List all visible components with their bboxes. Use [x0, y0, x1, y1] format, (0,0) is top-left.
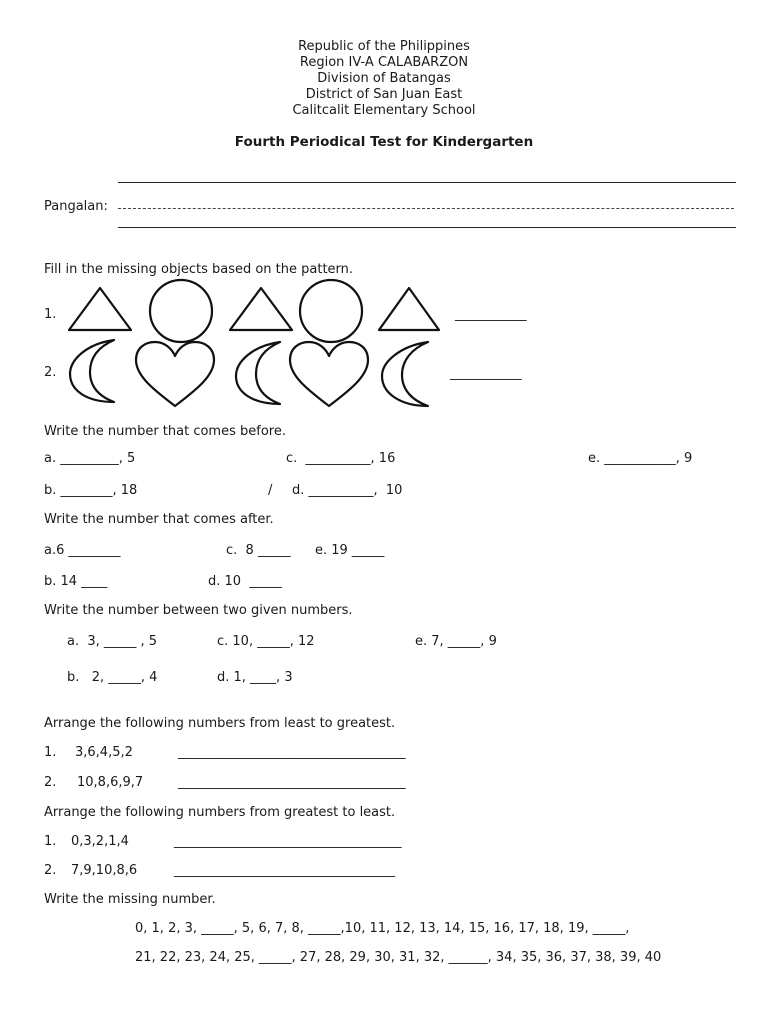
- missing-number-row-2[interactable]: 21, 22, 23, 24, 25, _____, 27, 28, 29, 30, 31, 32, ______, 34, 35, 36, 37, 38, 39, 40: [135, 950, 662, 965]
- after-item-b[interactable]: b. 14 ____: [44, 574, 108, 589]
- pattern-1-answer-blank[interactable]: ___________: [455, 307, 527, 322]
- name-dashed-line[interactable]: [118, 208, 734, 209]
- ltg-item-2-values: 10,8,6,9,7: [77, 775, 144, 790]
- ltg-item-1-values: 3,6,4,5,2: [75, 745, 133, 760]
- pattern-2-number: 2.: [44, 365, 57, 380]
- heart-icon: [134, 340, 216, 410]
- before-item-a[interactable]: a. _________, 5: [44, 451, 136, 466]
- triangle-icon: [378, 286, 440, 332]
- header-line-republic: Republic of the Philippines: [298, 39, 470, 54]
- ltg-item-2-answer-blank[interactable]: ___________________________________: [178, 775, 406, 790]
- triangle-icon: [229, 286, 293, 332]
- name-line-bottom[interactable]: [118, 227, 736, 228]
- gtl-item-2-values: 7,9,10,8,6: [71, 863, 138, 878]
- gtl-item-1-number: 1.: [44, 834, 57, 849]
- after-instruction: Write the number that comes after.: [44, 512, 274, 527]
- gtl-item-2-number: 2.: [44, 863, 57, 878]
- gtl-item-1-values: 0,3,2,1,4: [71, 834, 129, 849]
- between-item-e[interactable]: e. 7, _____, 9: [415, 634, 497, 649]
- header-line-region: Region IV-A CALABARZON: [299, 55, 469, 70]
- between-item-a[interactable]: a. 3, _____ , 5: [67, 634, 158, 649]
- before-item-c[interactable]: c. __________, 16: [286, 451, 396, 466]
- between-item-b[interactable]: b. 2, _____, 4: [67, 670, 158, 685]
- between-item-d[interactable]: d. 1, ____, 3: [217, 670, 293, 685]
- crescent-moon-icon: [380, 340, 432, 408]
- gtl-item-2-answer-blank[interactable]: __________________________________: [174, 863, 395, 878]
- heart-icon: [288, 340, 370, 410]
- page-title: Fourth Periodical Test for Kindergarten: [234, 134, 534, 150]
- circle-icon: [298, 284, 364, 338]
- between-instruction: Write the number between two given numbers.: [44, 603, 353, 618]
- least-to-greatest-instruction: Arrange the following numbers from least to greatest.: [44, 716, 396, 731]
- gtl-item-1-answer-blank[interactable]: ___________________________________: [174, 834, 402, 849]
- triangle-icon: [68, 286, 132, 332]
- ltg-item-2-number: 2.: [44, 775, 57, 790]
- before-instruction: Write the number that comes before.: [44, 424, 286, 439]
- header-line-district: District of San Juan East: [305, 87, 463, 102]
- before-item-e[interactable]: e. ___________, 9: [588, 451, 693, 466]
- slash-mark: /: [268, 483, 273, 498]
- pattern-2-answer-blank[interactable]: ___________: [450, 366, 522, 381]
- after-item-c[interactable]: c. 8 _____: [226, 543, 291, 558]
- circle-icon: [149, 284, 213, 338]
- missing-number-row-1[interactable]: 0, 1, 2, 3, _____, 5, 6, 7, 8, _____,10, 11, 12, 13, 14, 15, 16, 17, 18, 19, _____,: [135, 921, 630, 936]
- ltg-item-1-answer-blank[interactable]: ___________________________________: [178, 745, 406, 760]
- name-label: Pangalan:: [44, 199, 108, 214]
- pattern-1-number: 1.: [44, 307, 57, 322]
- after-item-d[interactable]: d. 10 _____: [208, 574, 282, 589]
- between-item-c[interactable]: c. 10, _____, 12: [217, 634, 315, 649]
- before-item-b[interactable]: b. ________, 18: [44, 483, 138, 498]
- greatest-to-least-instruction: Arrange the following numbers from greatest to least.: [44, 805, 396, 820]
- ltg-item-1-number: 1.: [44, 745, 57, 760]
- after-item-e[interactable]: e. 19 _____: [315, 543, 385, 558]
- name-line-top[interactable]: [118, 182, 736, 183]
- before-item-d[interactable]: d. __________, 10: [292, 483, 403, 498]
- header-line-school: Calitcalit Elementary School: [292, 103, 476, 118]
- missing-number-instruction: Write the missing number.: [44, 892, 216, 907]
- pattern-instruction: Fill in the missing objects based on the pattern.: [44, 262, 354, 277]
- crescent-moon-icon: [68, 338, 120, 404]
- header-line-division: Division of Batangas: [317, 71, 451, 86]
- crescent-moon-icon: [234, 340, 286, 406]
- after-item-a[interactable]: a.6 ________: [44, 543, 121, 558]
